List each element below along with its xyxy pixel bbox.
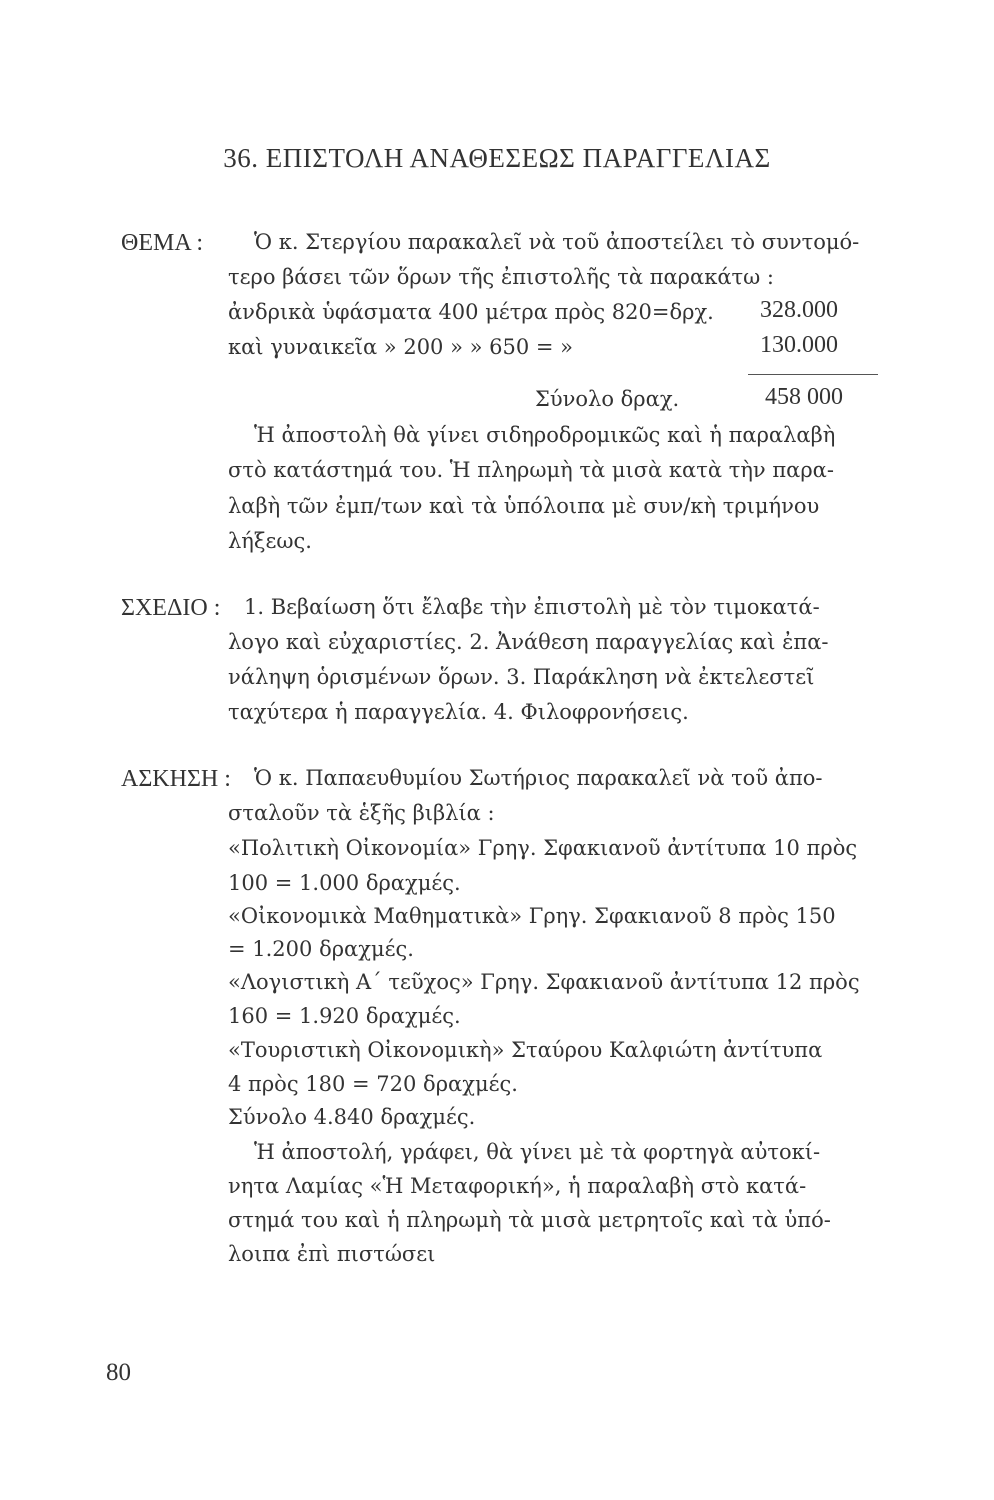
thema-line-2: τερο βάσει τῶν ὅρων τῆς ἐπιστολῆς τὰ παρακάτω : [228,265,774,289]
thema-amount-women-fabrics: 130.000 [760,332,838,358]
askisi-book-4-line-2: 4 πρὸς 180 = 720 δραχμές. [228,1072,518,1096]
thema-item-women-fabrics: καὶ γυναικεῖα » 200 » » 650 = » [228,335,574,359]
thema-line-1: Ὁ κ. Στεργίου παρακαλεῖ νὰ τοῦ ἀποστείλει τὸ συντομό- [254,230,860,254]
thema-amount-men-fabrics: 328.000 [760,297,838,323]
thema-paragraph-line-1: Ἡ ἀποστολὴ θὰ γίνει σιδηροδρομικῶς καὶ ἡ παραλαβὴ [254,423,836,447]
askisi-paragraph-line-2: νητα Λαμίας «Ἡ Μεταφορική», ἡ παραλαβὴ στὸ κατά- [228,1174,807,1198]
askisi-paragraph-line-1: Ἡ ἀποστολή, γράφει, θὰ γίνει μὲ τὰ φορτηγὰ αὐτοκί- [254,1140,821,1164]
thema-total-label: Σύνολο δραχ. [535,387,680,411]
page-title: 36. ΕΠΙΣΤΟΛΗ ΑΝΑΘΕΣΕΩΣ ΠΑΡΑΓΓΕΛΙΑΣ [223,143,771,173]
schedio-line-3: νάληψη ὁρισμένων ὅρων. 3. Παράκληση νὰ ἐκτελεστεῖ [228,665,815,689]
askisi-book-4-line-1: «Τουριστικὴ Οἰκονομικὴ» Σταύρου Καλφιώτη ἀντίτυπα [228,1038,823,1062]
schedio-label: ΣΧΕΔΙΟ : [121,595,221,621]
sum-divider [748,374,878,375]
schedio-line-4: ταχύτερα ἡ παραγγελία. 4. Φιλοφρονήσεις. [228,700,689,724]
askisi-line-1: Ὁ κ. Παπαευθυμίου Σωτήριος παρακαλεῖ νὰ τοῦ ἀπο- [254,766,823,790]
askisi-book-2-line-2: = 1.200 δραχμές. [228,937,414,961]
thema-paragraph-line-3: λαβὴ τῶν ἐμπ/των καὶ τὰ ὑπόλοιπα μὲ συν/κὴ τριμήνου [228,494,820,518]
thema-item-men-fabrics: ἀνδρικὰ ὑφάσματα 400 μέτρα πρὸς 820=δρχ. [228,300,714,324]
askisi-book-2-line-1: «Οἰκονομικὰ Μαθηματικὰ» Γρηγ. Σφακιανοῦ 8 πρὸς 150 [228,904,836,928]
askisi-total: Σύνολο 4.840 δραχμές. [228,1105,476,1129]
askisi-book-1-line-2: 100 = 1.000 δραχμές. [228,871,461,895]
askisi-line-2: σταλοῦν τὰ ἑξῆς βιβλία : [228,801,495,825]
page-number: 80 [106,1359,131,1386]
askisi-book-3-line-2: 160 = 1.920 δραχμές. [228,1004,461,1028]
askisi-book-3-line-1: «Λογιστικὴ Α΄ τεῦχος» Γρηγ. Σφακιανοῦ ἀντίτυπα 12 πρὸς [228,970,860,994]
thema-paragraph-line-2: στὸ κατάστημά του. Ἡ πληρωμὴ τὰ μισὰ κατὰ τὴν παρα- [228,458,834,482]
thema-total-amount: 458 000 [765,384,843,410]
schedio-line-1: 1. Βεβαίωση ὅτι ἔλαβε τὴν ἐπιστολὴ μὲ τὸν τιμοκατά- [244,595,820,619]
askisi-paragraph-line-4: λοιπα ἐπὶ πιστώσει [228,1242,436,1266]
thema-paragraph-line-4: λήξεως. [228,529,312,553]
askisi-paragraph-line-3: στημά του καὶ ἡ πληρωμὴ τὰ μισὰ μετρητοῖς καὶ τὰ ὑπό- [228,1208,831,1232]
schedio-line-2: λογο καὶ εὐχαριστίες. 2. Ἀνάθεση παραγγελίας καὶ ἐπα- [228,630,829,654]
thema-label: ΘΕΜΑ : [121,230,204,256]
askisi-book-1-line-1: «Πολιτικὴ Οἰκονομία» Γρηγ. Σφακιανοῦ ἀντίτυπα 10 πρὸς [228,836,858,860]
askisi-label: ΑΣΚΗΣΗ : [121,766,231,792]
